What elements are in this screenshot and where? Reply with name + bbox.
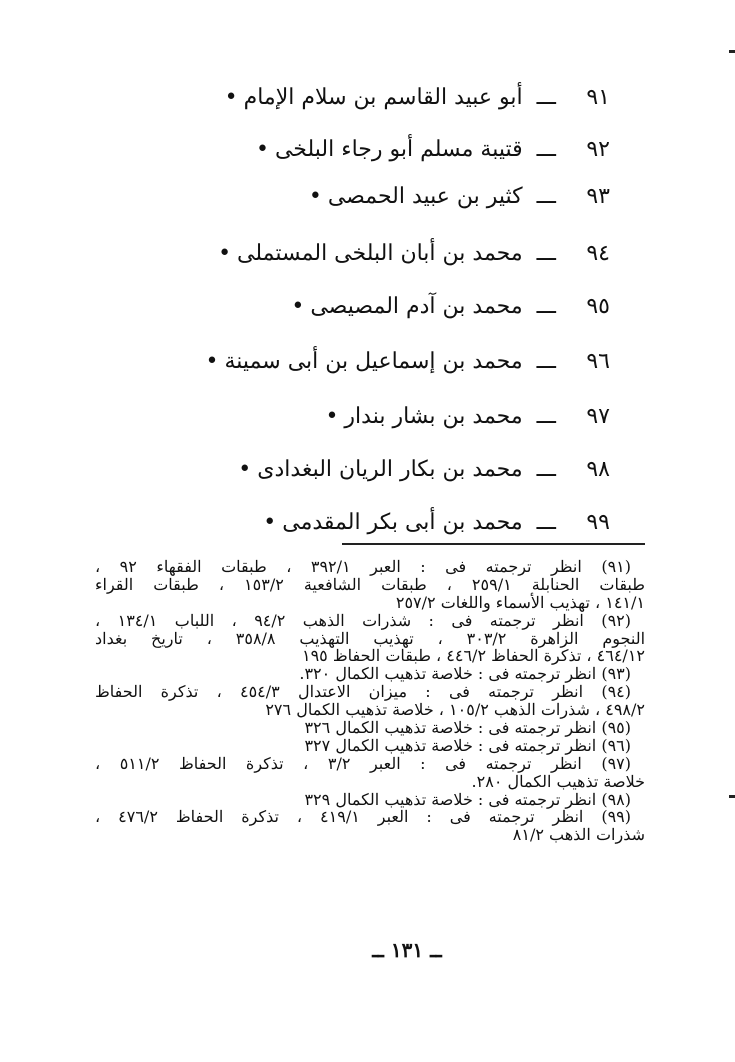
entry-number: ٩٦ [586, 349, 610, 374]
entry-name: محمد بن أبى بكر المقدمى [282, 510, 523, 535]
entry-98 [238, 455, 610, 485]
footnote-line: طبقات الحنابلة ٢٥٩/١ ، طبقات الشافعية ١٥٣/٢ ، طبقات القراء [95, 574, 645, 594]
footnote-line: (٩٧) انظر ترجمته فى : العبر ٣/٢ ، تذكرة الحفاظ ٥١١/٢ ، [95, 753, 632, 773]
entry-94 [218, 239, 610, 269]
entry-name: محمد بن بكار الريان البغدادى [257, 457, 523, 482]
footnote-line: (٩٨) انظر ترجمته فى : خلاصة تذهيب الكمال ٣٢٩ [304, 789, 631, 809]
entry-bullet: • [308, 184, 322, 209]
footnote-line: خلاصة تذهيب الكمال ٢٨٠. [471, 771, 645, 791]
entry-bullet: • [238, 457, 252, 482]
entry-dash: ـــ [536, 510, 556, 535]
entry-93 [309, 182, 610, 212]
footnote-line: (٩١) انظر ترجمته فى : العبر ٣٩٢/١ ، طبقات الفقهاء ٩٢ ، [95, 557, 631, 576]
entry-dash: ـــ [536, 294, 556, 319]
footnote-line: (٩٣) انظر ترجمته فى : خلاصة تذهيب الكمال ٣٢٠. [299, 664, 631, 684]
footnote-line: (٩٢) انظر ترجمته فى : شذرات الذهب ٩٤/٢ ، اللباب ١٣٤/١ ، [95, 610, 631, 630]
entry-bullet: • [291, 294, 305, 319]
entry-dash: ـــ [536, 184, 556, 209]
entry-97 [325, 402, 610, 432]
entry-name: كثير بن عبيد الحمصى [327, 184, 523, 209]
footnote-line: ١٤١/١ ، تهذيب الأسماء واللغات ٢٥٧/٢ [395, 592, 645, 612]
footnote-line: (٩٥) انظر ترجمته فى : خلاصة تذهيب الكمال ٣٢٦ [304, 718, 631, 738]
entry-dash: ـــ [536, 241, 556, 266]
entry-dash: ـــ [536, 349, 556, 374]
entry-name: محمد بن أبان البلخى المستملى [237, 241, 523, 266]
entry-name: محمد بن بشار بندار [344, 404, 523, 429]
entry-number: ٩٩ [586, 510, 610, 535]
entry-number: ٩٨ [586, 457, 610, 482]
entry-name: محمد بن آدم المصيصى [310, 294, 523, 319]
footnote-separator [342, 543, 645, 545]
entry-number: ٩٣ [586, 184, 610, 209]
entry-number: ٩٢ [586, 137, 610, 162]
page-number: ــ ١٣١ ــ [372, 938, 442, 962]
entry-number: ٩١ [586, 85, 610, 110]
entry-bullet: • [263, 510, 277, 535]
entry-95 [291, 292, 610, 322]
footnote-line: (٩٩) انظر ترجمته فى : العبر ٤١٩/١ ، تذكرة الحفاظ ٤٧٦/٢ ، [95, 807, 632, 827]
entry-99 [263, 508, 610, 538]
edge-mark [729, 50, 735, 53]
footnote-line: (٩٦) انظر ترجمته فى : خلاصة تذهيب الكمال ٣٢٧ [304, 735, 631, 755]
entry-91 [225, 83, 610, 113]
entry-bullet: • [205, 349, 219, 374]
footnote-line: ٤٦٤/١٢ ، تذكرة الحفاظ ٤٤٦/٢ ، طبقات الحفاظ ١٩٥ [301, 646, 645, 666]
entry-name: قتيبة مسلم أبو رجاء البلخى [274, 137, 523, 162]
entry-92 [256, 135, 610, 165]
footnotes [95, 558, 645, 844]
entry-bullet: • [218, 241, 232, 266]
entry-number: ٩٥ [586, 294, 610, 319]
entry-bullet: • [255, 137, 269, 162]
entry-bullet: • [224, 85, 238, 110]
entry-dash: ـــ [536, 457, 556, 482]
entry-dash: ـــ [536, 85, 556, 110]
footnote-line: ٤٩٨/٢ ، شذرات الذهب ١٠٥/٢ ، خلاصة تذهيب الكمال ٢٧٦ [265, 700, 645, 720]
footnote-line: (٩٤) انظر ترجمته فى : ميزان الاعتدال ٤٥٤/٣ ، تذكرة الحفاظ [95, 682, 632, 702]
entry-bullet: • [325, 404, 339, 429]
entry-number: ٩٧ [586, 404, 610, 429]
entry-dash: ـــ [536, 404, 556, 429]
entry-dash: ـــ [536, 137, 556, 162]
footnote-line: شذرات الذهب ٨١/٢ [512, 825, 645, 845]
entry-96 [206, 347, 610, 377]
entry-name: أبو عبيد القاسم بن سلام الإمام [243, 85, 523, 110]
footnote-line: النجوم الزاهرة ٣٠٣/٢ ، تهذيب التهذيب ٣٥٨/٨ ، تاريخ بغداد [95, 628, 646, 648]
entry-name: محمد بن إسماعيل بن أبى سمينة [224, 349, 523, 374]
edge-mark [729, 795, 735, 798]
entry-number: ٩٤ [586, 241, 610, 266]
